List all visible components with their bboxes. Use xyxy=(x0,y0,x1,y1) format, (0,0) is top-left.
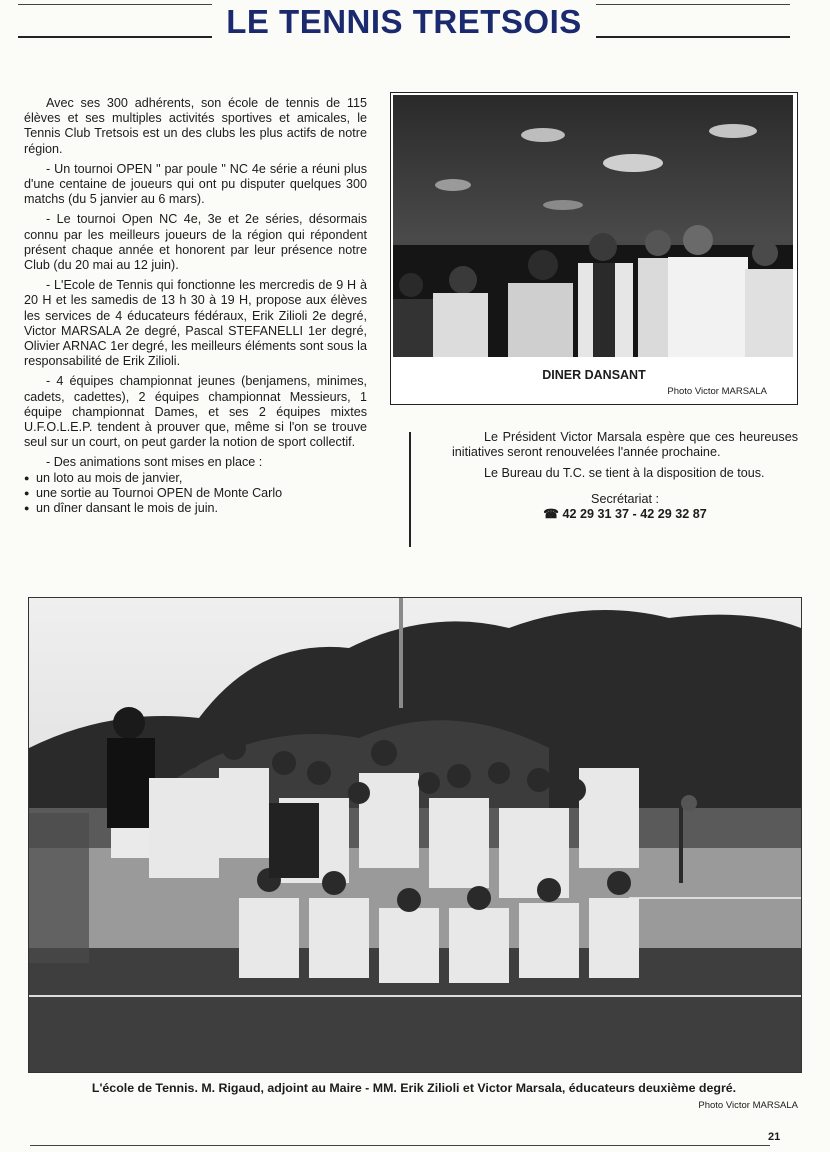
paragraph: - Des animations sont mises en place : xyxy=(46,455,263,470)
paragraph: Le Président Victor Marsala espère que ces heureuses initiatives seront renouvelées l'année prochaine. xyxy=(452,430,798,460)
list-item: ● une sortie au Tournoi OPEN de Monte Carlo xyxy=(24,486,367,501)
animation-list xyxy=(24,471,367,517)
page-number: 21 xyxy=(768,1131,781,1143)
paragraph: - Un tournoi OPEN " par poule " NC 4e série a réuni plus d'une centaine de joueurs qui ont pu disputer quelques 300 matchs (du 5 janvier au 6 mars). xyxy=(24,161,367,207)
page-title: LE TENNIS TRETSOIS xyxy=(212,0,596,44)
tennis-school-credit: Photo Victor MARSALA xyxy=(698,1100,798,1111)
dinner-photo-credit: Photo Victor MARSALA xyxy=(667,386,767,397)
paragraph: Avec ses 300 adhérents, son école de tennis de 115 élèves et ses multiples activités sportives et amicales, le Tennis Club Tretsois est un des clubs les plus actifs de notre région. xyxy=(24,96,367,156)
column-divider xyxy=(409,432,411,547)
paragraph: - Le tournoi Open NC 4e, 3e et 2e séries, désormais connu par les meilleurs joueurs de la région qui répondent présent chaque année et honorent par leur présence notre Club (du 20 mai au 12 juin). xyxy=(24,212,367,273)
paragraph: - L'Ecole de Tennis qui fonctionne les mercredis de 9 H à 20 H et les samedis de 13 h 30 à 19 H, propose aux élèves les services de 4 éducateurs fédéraux, Erik Zilioli 2e degré, Victor MARSALA 2e degré, Pascal STEFANELLI 1er degré, Olivier ARNAC 1er degré, les meilleurs éléments sont sous la responsabilité de Erik Zilioli. xyxy=(24,278,367,369)
secretariat-label: Secrétariat : xyxy=(591,491,659,506)
tennis-school-caption: L'école de Tennis. M. Rigaud, adjoint au Maire - MM. Erik Zilioli et Victor Marsala, éducateurs deuxième degré. xyxy=(91,1081,737,1095)
paragraph: Le Bureau du T.C. se tient à la disposition de tous. xyxy=(484,466,765,481)
phone-numbers: ☎ 42 29 31 37 - 42 29 32 87 xyxy=(543,506,707,521)
paragraph: - 4 équipes championnat jeunes (benjamens, minimes, cadets, cadettes), 2 équipes championnat Messieurs, 1 équipe championnat Dames, et ses 2 équipes mixtes U.F.O.L.E.P. tendent à prouver que, même si l'on se trouve seul sur un court, on peut garder la notion de sport collectif. xyxy=(24,374,367,450)
title-banner xyxy=(18,0,790,46)
secretariat-block xyxy=(452,492,798,522)
dinner-photo-frame xyxy=(390,92,798,405)
article-right-column xyxy=(452,430,798,522)
list-item: ● un dîner dansant le mois de juin. xyxy=(24,501,367,516)
tennis-school-photo xyxy=(28,597,802,1073)
dinner-photo-caption: DINER DANSANT xyxy=(542,368,646,382)
dinner-photo xyxy=(393,95,793,357)
list-item: ● un loto au mois de janvier, xyxy=(24,471,367,486)
footer-rule xyxy=(30,1145,770,1146)
article-left-column xyxy=(24,96,367,516)
